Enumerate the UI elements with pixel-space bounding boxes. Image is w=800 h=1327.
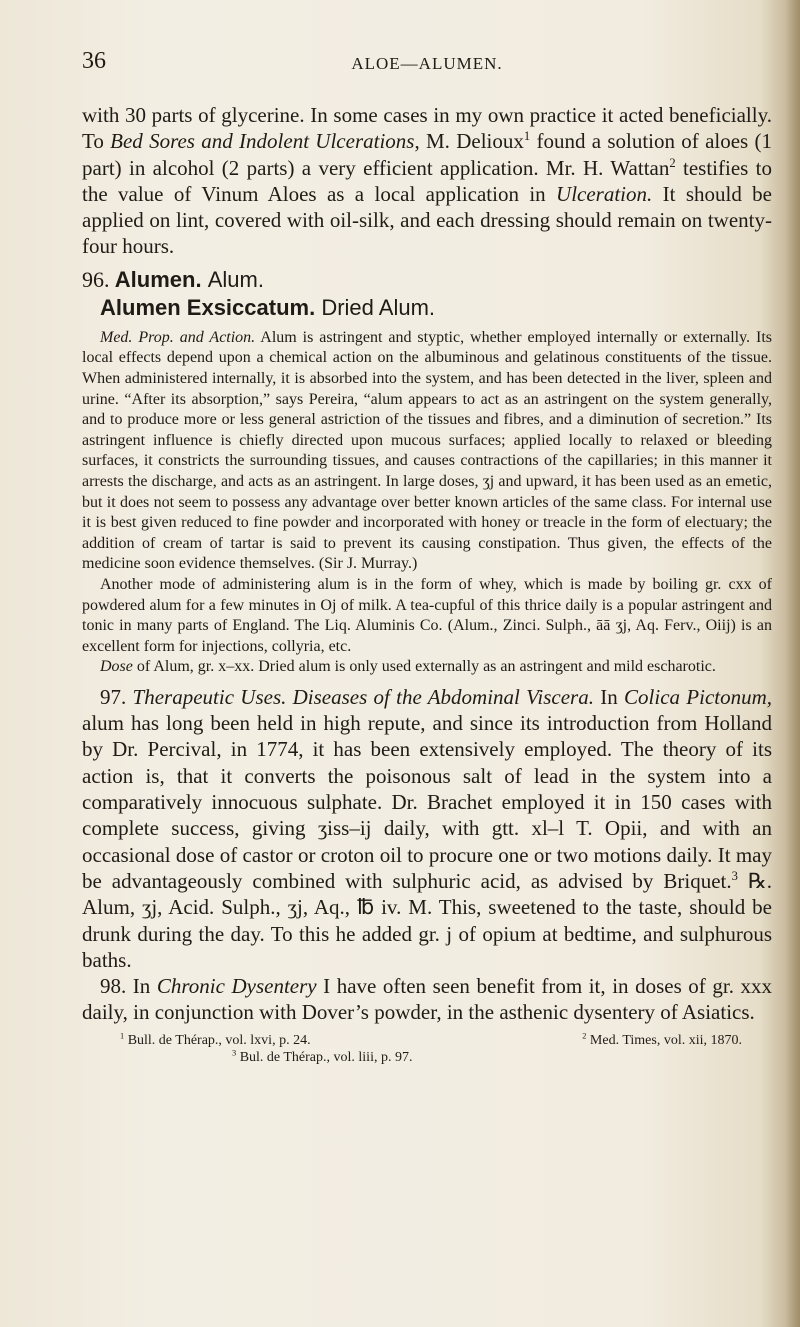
dose-paragraph: Dose of Alum, gr. x–xx. Dried alum is only used externally as an astringent and mild escharotic.	[100, 658, 716, 676]
med-prop-paragraph: Med. Prop. and Action. Alum is astringent and styptic, whether employed internally or externally. Its local effects depend upon a chemical action on the albuminous and gelatinous constituents of the tissue. When administered internally, it is absorbed into the system, and has been detected in the liver, spleen and urine. “After its absorption,” says Pereira, “alum appears to act as an astringent on the system generally, and to produce more or less general astriction of the tissues and fibres, and a diminution of secretion.” Its astringent influence is chiefly directed upon mucous surfaces; applied locally to relaxed or bleeding surfaces, it constricts the surrounding tissues, and causes contractions of the capillaries; in this manner it arrests the discharge, and acts as an astringent. In large doses, ʒj and upward, it has been used as an emetic, but it does not seem to possess any advantage over better known articles of the same class. For internal use it is best given reduced to fine powder and incorporated with honey or treacle in the form of electuary; the addition of cream of tartar is said to prevent its causing constipation. Thus given, the effects of the medicine soon evidence themselves. (Sir J. Murray.)	[82, 328, 772, 573]
section-heading-alumen: 96. Alumen. Alum.	[82, 266, 264, 292]
paragraph-97: 97. Therapeutic Uses. Diseases of the Abdominal Viscera. In Colica Pictonum, alum has long been held in high repute, and since its introduction from Holland by Dr. Percival, in 1774, it has been extensively employed. The theory of its action is, that it converts the poisonous salt of lead in the system into a comparatively innocuous sulphate. Dr. Brachet employed it in 150 cases with complete success, giving ʒiss–ij daily, with gtt. xl–l T. Opii, and with an occasional dose of castor or croton oil to procure one or two motions daily. It may be advantageously combined with sulphuric acid, as advised by Briquet.$^3$ ℞. Alum, ʒj, Acid. Sulph., ʒj, Aq., ℔ iv. M. This, sweetened to the taste, should be drunk during the day. To this he added gr. j of opium at bedtime, and sulphurous baths.	[82, 684, 773, 972]
page-header	[82, 48, 772, 80]
footnote-1: $^1$ Bull. de Thérap., vol. lxvi, p. 24.	[120, 1031, 311, 1048]
paragraph-98: 98. In Chronic Dysentery I have often seen benefit from it, in doses of gr. xxx daily, in conjunction with Dover’s powder, in the asthenic dysentery of Asiatics.	[82, 974, 773, 1025]
intro-paragraph: with 30 parts of glycerine. In some cases in my own practice it acted beneficially. To Bed Sores and Indolent Ulcerations, M. Delioux$^1$ found a solution of aloes (1 part) in alcohol (2 parts) a very efficient application. Mr. H. Wattan$^2$ testifies to the value of Vinum Aloes as a local application in Ulceration. It should be applied on lint, covered with oil-silk, and each dressing should remain on twenty-four hours.	[82, 103, 773, 259]
page-edge-shadow	[786, 0, 800, 1327]
whey-paragraph: Another mode of administering alum is in the form of whey, which is made by boiling gr. cxx of powdered alum for a few minutes in Oj of milk. A tea-cupful of this thrice daily is a popular astringent and tonic in many parts of England. The Liq. Aluminis Co. (Alum., Zinci. Sulph., āā ʒj, Aq. Ferv., Oiij) is an excellent form for injections, collyria, etc.	[82, 575, 772, 655]
footnotes	[82, 1032, 772, 1066]
section-heading-dried-alum: Alumen Exsiccatum. Dried Alum.	[100, 294, 436, 320]
footnote-3: $^3$ Bul. de Thérap., vol. liii, p. 97.	[232, 1048, 413, 1065]
page-content	[82, 48, 772, 1066]
footnote-2: $^2$ Med. Times, vol. xii, 1870.	[582, 1031, 742, 1048]
page-number: 36	[82, 48, 106, 74]
running-title: ALOE—ALUMEN.	[351, 54, 503, 73]
